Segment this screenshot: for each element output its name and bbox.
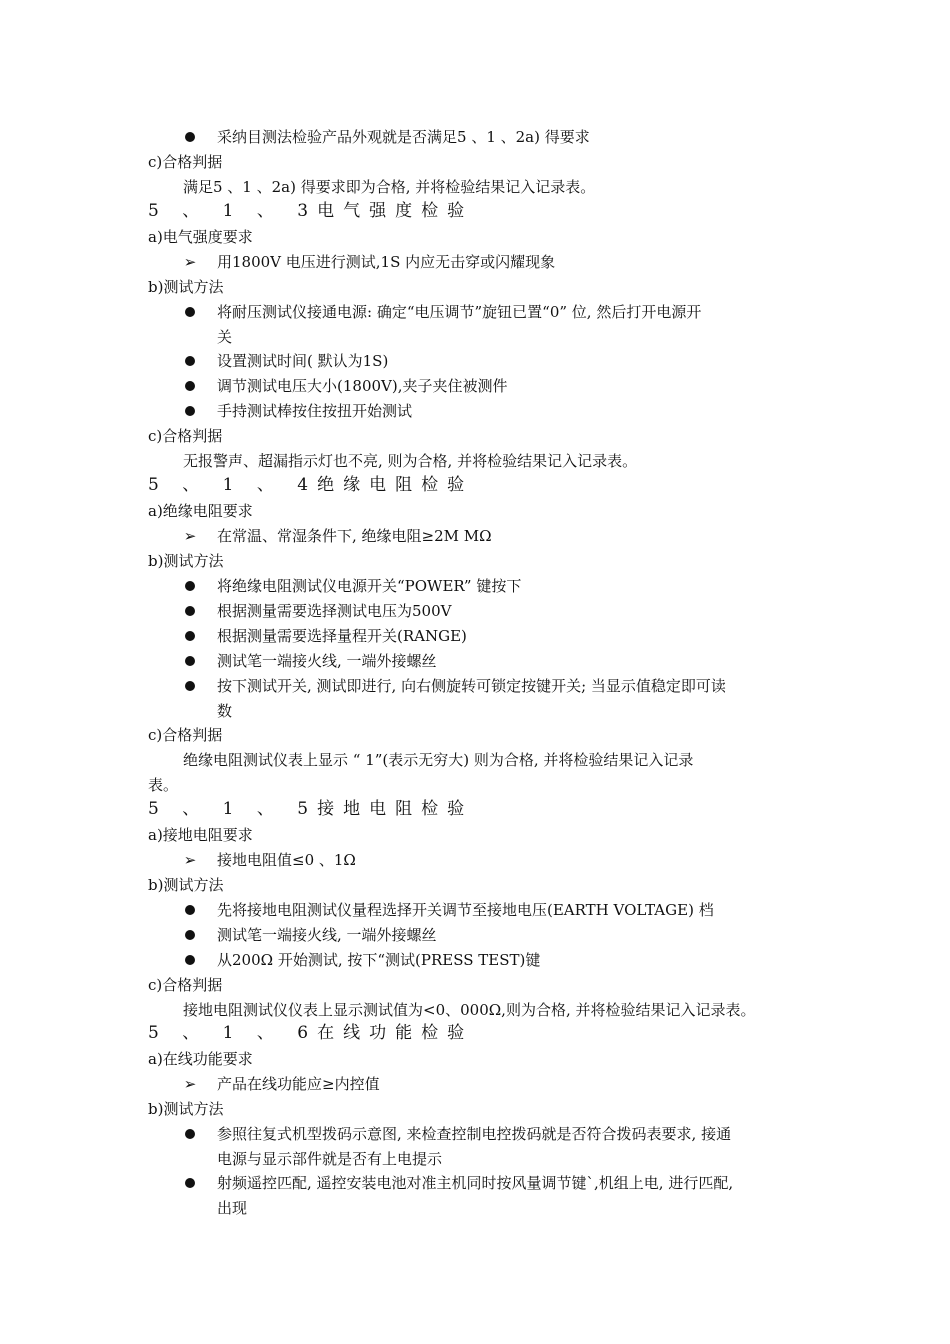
arrow-bullet-icon: ➢ bbox=[183, 1075, 197, 1093]
bullet-icon bbox=[183, 626, 197, 646]
list-item-text: 调节测试电压大小(1800V),夹子夹住被测件 bbox=[217, 377, 508, 395]
section-heading: 5 、 1 、 6在线功能检验 bbox=[148, 1023, 474, 1043]
bullet-icon bbox=[183, 925, 197, 945]
list-item-text: 参照往复式机型拨码示意图, 来检查控制电控拨码就是否符合拨码表要求, 接通 bbox=[217, 1125, 732, 1143]
list-item-text: 测试笔一端接火线, 一端外接螺丝 bbox=[217, 652, 437, 670]
list-item-text: 从200Ω 开始测试, 按下“测试(PRESS TEST)键 bbox=[217, 951, 541, 969]
subheading: c)合格判据 bbox=[148, 976, 223, 994]
subheading: a)在线功能要求 bbox=[148, 1050, 253, 1068]
subheading: a)接地电阻要求 bbox=[148, 826, 253, 844]
section-heading: 5 、 1 、 4绝缘电阻检验 bbox=[148, 475, 474, 495]
bullet-icon bbox=[183, 601, 197, 621]
list-item-text: 测试笔一端接火线, 一端外接螺丝 bbox=[217, 926, 437, 944]
bullet-icon bbox=[183, 1124, 197, 1144]
bullet-icon bbox=[183, 676, 197, 696]
list-item-text: 将耐压测试仪接通电源: 确定“电压调节”旋钮已置“0” 位, 然后打开电源开 bbox=[217, 303, 702, 321]
list-item-text: 用1800V 电压进行测试,1S 内应无击穿或闪耀现象 bbox=[217, 253, 556, 271]
list-item-text: 采纳目测法检验产品外观就是否满足5 、1 、2a) 得要求 bbox=[217, 128, 590, 146]
paragraph: 满足5 、1 、2a) 得要求即为合格, 并将检验结果记入记录表。 bbox=[183, 178, 596, 196]
subheading: b)测试方法 bbox=[148, 278, 224, 296]
subheading: c)合格判据 bbox=[148, 153, 223, 171]
subheading: b)测试方法 bbox=[148, 1100, 224, 1118]
list-item-text: 先将接地电阻测试仪量程选择开关调节至接地电压(EARTH VOLTAGE) 档 bbox=[217, 901, 714, 919]
bullet-icon bbox=[183, 302, 197, 322]
list-item-text-continued: 关 bbox=[217, 328, 233, 346]
list-item-text: 将绝缘电阻测试仪电源开关“POWER” 键按下 bbox=[217, 577, 522, 595]
subheading: b)测试方法 bbox=[148, 876, 224, 894]
bullet-icon bbox=[183, 376, 197, 396]
list-item-text: 在常温、常湿条件下, 绝缘电阻≥2M MΩ bbox=[217, 527, 492, 545]
list-item-text: 设置测试时间( 默认为1S) bbox=[217, 352, 389, 370]
bullet-icon bbox=[183, 1173, 197, 1193]
bullet-icon bbox=[183, 401, 197, 421]
list-item-text: 接地电阻值≤0 、1Ω bbox=[217, 851, 356, 869]
list-item-text: 产品在线功能应≥内控值 bbox=[217, 1075, 380, 1093]
arrow-bullet-icon: ➢ bbox=[183, 527, 197, 545]
list-item-text: 根据测量需要选择量程开关(RANGE) bbox=[217, 627, 467, 645]
list-item-text: 按下测试开关, 测试即进行, 向右侧旋转可锁定按键开关; 当显示值稳定即可读 bbox=[217, 677, 726, 695]
paragraph: 无报警声、超漏指示灯也不亮, 则为合格, 并将检验结果记入记录表。 bbox=[183, 452, 638, 470]
subheading: c)合格判据 bbox=[148, 726, 223, 744]
subheading: a)绝缘电阻要求 bbox=[148, 502, 253, 520]
section-heading: 5 、 1 、 5接地电阻检验 bbox=[148, 799, 474, 819]
subheading: b)测试方法 bbox=[148, 552, 224, 570]
bullet-icon bbox=[183, 351, 197, 371]
bullet-icon bbox=[183, 576, 197, 596]
subheading: c)合格判据 bbox=[148, 427, 223, 445]
list-item-text-continued: 电源与显示部件就是否有上电提示 bbox=[217, 1150, 443, 1168]
bullet-icon bbox=[183, 651, 197, 671]
list-item-text: 射频遥控匹配, 遥控安装电池对准主机同时按风量调节键`,机组上电, 进行匹配, bbox=[217, 1174, 734, 1192]
section-heading: 5 、 1 、 3电气强度检验 bbox=[148, 201, 474, 221]
list-item-text-continued: 出现 bbox=[217, 1199, 248, 1217]
paragraph: 接地电阻测试仪仪表上显示测试值为<0、000Ω,则为合格, 并将检验结果记入记录表。 bbox=[183, 1001, 756, 1019]
bullet-icon bbox=[183, 127, 197, 147]
paragraph: 绝缘电阻测试仪表上显示 “ 1”(表示无穷大) 则为合格, 并将检验结果记入记录 bbox=[183, 751, 694, 769]
list-item-text: 手持测试棒按住按扭开始测试 bbox=[217, 402, 413, 420]
list-item-text-continued: 数 bbox=[217, 702, 233, 720]
bullet-icon bbox=[183, 900, 197, 920]
paragraph-continued: 表。 bbox=[148, 776, 179, 794]
list-item-text: 根据测量需要选择测试电压为500V bbox=[217, 602, 452, 620]
arrow-bullet-icon: ➢ bbox=[183, 253, 197, 271]
subheading: a)电气强度要求 bbox=[148, 228, 253, 246]
arrow-bullet-icon: ➢ bbox=[183, 851, 197, 869]
bullet-icon bbox=[183, 950, 197, 970]
